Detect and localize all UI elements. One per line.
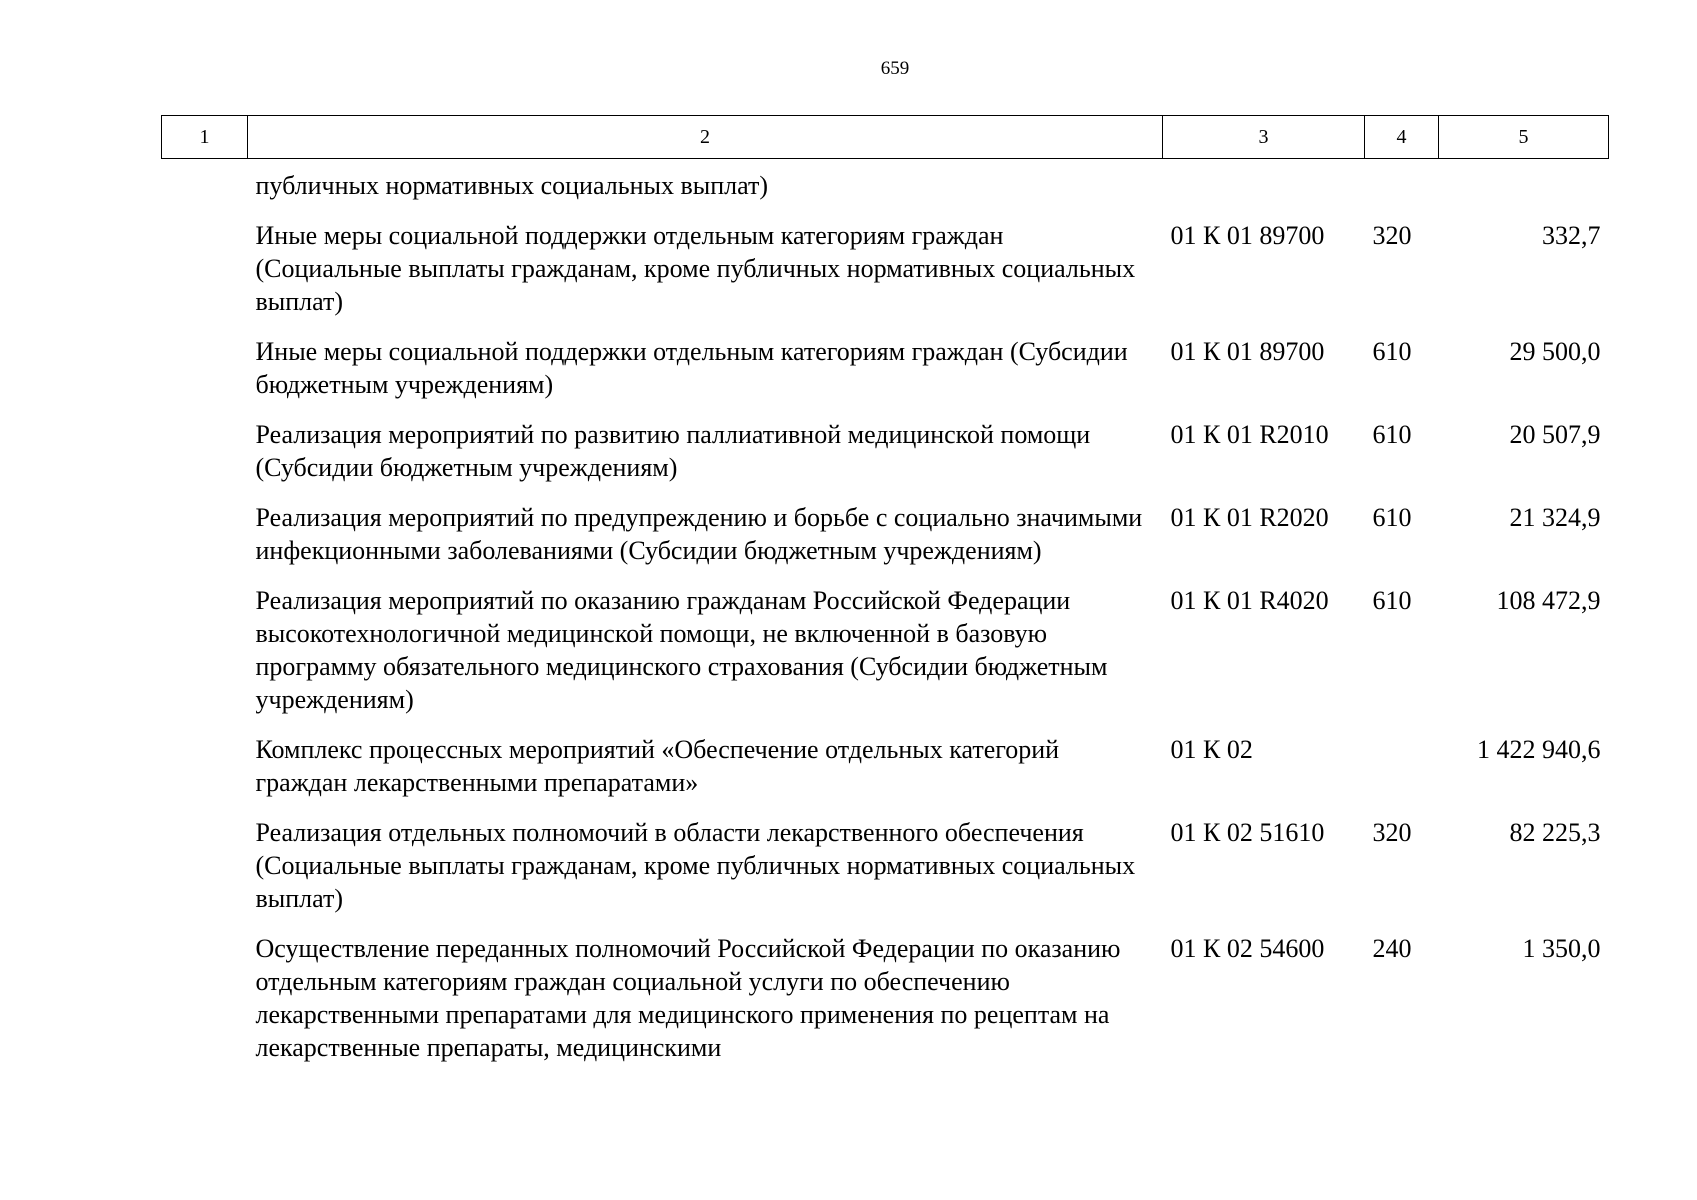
row-index-cell: [162, 335, 248, 418]
row-amount-cell: 1 350,0: [1522, 934, 1601, 963]
header-row: [162, 116, 1609, 159]
row-name-cell: Реализация мероприятий по оказанию гражданам Российской Федерации высокотехнологичной медицинской помощи, не включенной в базовую программу обязательного медицинского страхования (Субсидии бюджетным учреждениям): [255, 586, 1108, 714]
table-row: [162, 932, 1609, 1081]
row-index-cell: [162, 816, 248, 932]
row-index-cell: [162, 932, 248, 1081]
row-amount-cell: 20 507,9: [1509, 420, 1601, 449]
row-type-cell: 610: [1372, 337, 1412, 366]
row-amount-cell: 21 324,9: [1509, 503, 1601, 532]
row-name-cell: Иные меры социальной поддержки отдельным категориям граждан (Социальные выплаты гражданам, кроме публичных нормативных социальных выплат): [255, 221, 1136, 316]
budget-table: [161, 115, 1609, 1081]
row-amount-cell: 82 225,3: [1509, 818, 1601, 847]
row-code-cell: 01 К 01 R2020: [1170, 503, 1329, 532]
table-row: [162, 159, 1609, 220]
row-name-cell: Реализация мероприятий по развитию паллиативной медицинской помощи (Субсидии бюджетным учреждениям): [255, 420, 1091, 482]
row-amount-cell: 1 422 940,6: [1477, 735, 1601, 764]
row-index-cell: [162, 159, 248, 220]
row-type-cell: [1365, 159, 1439, 220]
row-name-cell: Реализация отдельных полномочий в области лекарственного обеспечения (Социальные выплаты гражданам, кроме публичных нормативных социальных выплат): [255, 818, 1136, 913]
header-col-4: 4: [1365, 116, 1439, 159]
row-type-cell: 320: [1372, 221, 1412, 250]
row-code-cell: 01 К 01 89700: [1170, 337, 1325, 366]
row-code-cell: [1163, 159, 1365, 220]
row-type-cell: [1365, 733, 1439, 816]
row-amount-cell: 29 500,0: [1509, 337, 1601, 366]
table-row: [162, 418, 1609, 501]
row-code-cell: 01 К 01 R4020: [1170, 586, 1329, 615]
row-name-cell: Осуществление переданных полномочий Российской Федерации по оказанию отдельным категориям граждан социальной услуги по обеспечению лекарственными препаратами для медицинского применения по рецептам на лекарственные препараты, медицинскими: [255, 934, 1121, 1062]
row-amount-cell: 332,7: [1542, 221, 1601, 250]
row-code-cell: 01 К 01 89700: [1170, 221, 1325, 250]
table-row: [162, 219, 1609, 335]
header-col-2: 2: [248, 116, 1163, 159]
table-row: [162, 501, 1609, 584]
table-header: [162, 116, 1609, 159]
row-type-cell: 320: [1372, 818, 1412, 847]
row-name-cell: Иные меры социальной поддержки отдельным категориям граждан (Субсидии бюджетным учреждениям): [255, 337, 1128, 399]
row-index-cell: [162, 584, 248, 733]
row-index-cell: [162, 501, 248, 584]
row-name-cell: Комплекс процессных мероприятий «Обеспечение отдельных категорий граждан лекарственными препаратами»: [255, 735, 1060, 797]
row-name-cell: публичных нормативных социальных выплат): [255, 171, 768, 200]
row-amount-cell: 108 472,9: [1496, 586, 1601, 615]
row-index-cell: [162, 219, 248, 335]
row-name-cell: Реализация мероприятий по предупреждению и борьбе с социально значимыми инфекционными заболеваниями (Субсидии бюджетным учреждениям): [255, 503, 1143, 565]
row-type-cell: 610: [1372, 420, 1412, 449]
header-col-1: 1: [162, 116, 248, 159]
row-code-cell: 01 К 02 54600: [1170, 934, 1325, 963]
table-row: [162, 816, 1609, 932]
row-type-cell: 240: [1372, 934, 1412, 963]
row-code-cell: 01 К 02 51610: [1170, 818, 1325, 847]
row-index-cell: [162, 418, 248, 501]
row-type-cell: 610: [1372, 503, 1412, 532]
header-col-3: 3: [1163, 116, 1365, 159]
row-code-cell: 01 К 02: [1170, 735, 1253, 764]
header-col-5: 5: [1439, 116, 1609, 159]
table-row: [162, 733, 1609, 816]
row-type-cell: 610: [1372, 586, 1412, 615]
row-code-cell: 01 К 01 R2010: [1170, 420, 1329, 449]
table-body: [162, 159, 1609, 1082]
table-row: [162, 335, 1609, 418]
page-number: 659: [880, 58, 910, 79]
table-row: [162, 584, 1609, 733]
row-amount-cell: [1439, 159, 1609, 220]
row-index-cell: [162, 733, 248, 816]
